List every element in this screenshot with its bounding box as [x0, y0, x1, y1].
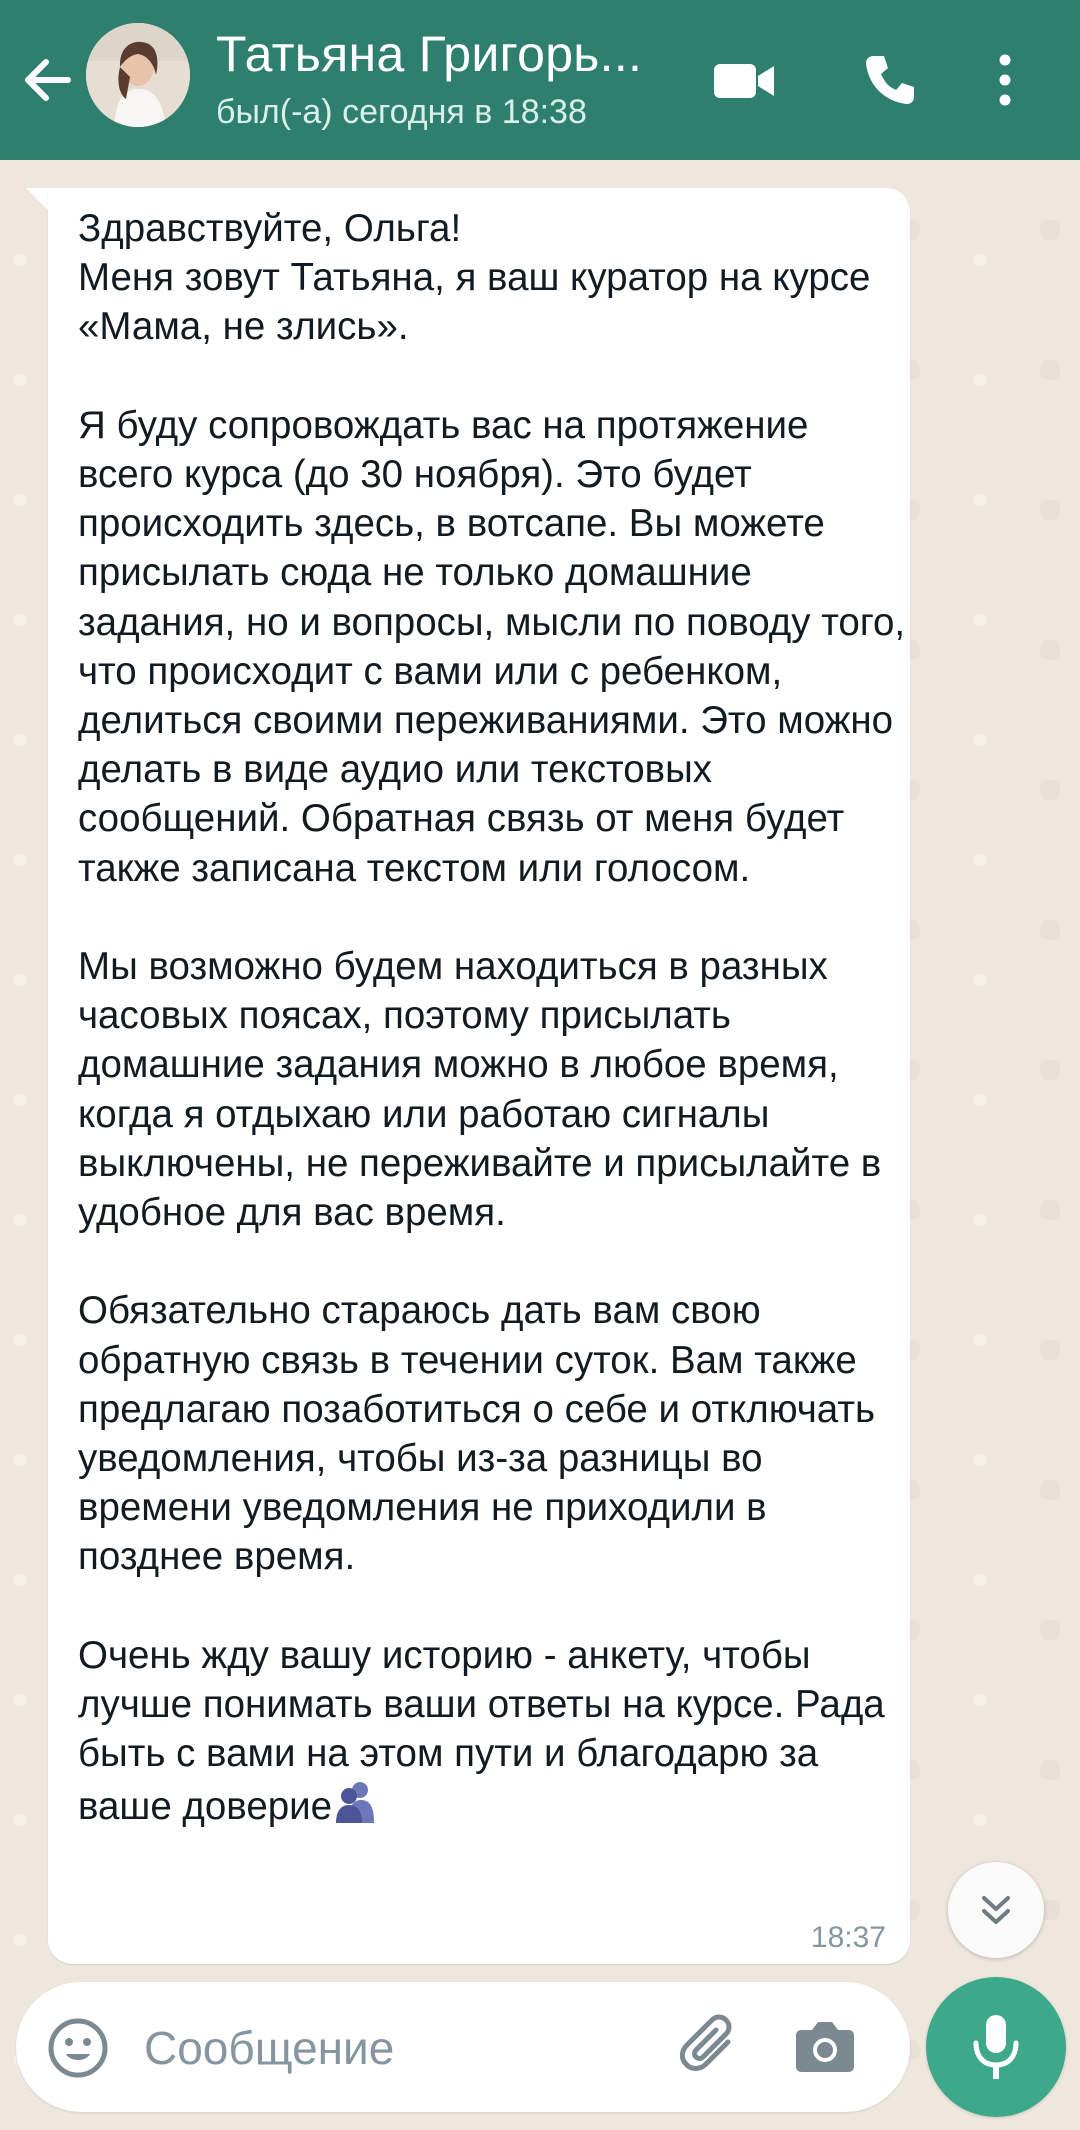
emoji-button[interactable] — [46, 2016, 110, 2080]
voice-message-button[interactable] — [926, 1977, 1066, 2117]
contact-status[interactable]: был(-а) сегодня в 18:38 — [216, 93, 587, 131]
bubble-tail — [26, 188, 48, 210]
video-camera-icon — [712, 50, 778, 110]
more-vertical-icon — [990, 50, 1020, 110]
message-text — [78, 204, 908, 1831]
message-input[interactable] — [144, 2012, 644, 2084]
attach-button[interactable] — [676, 2012, 746, 2082]
profile-photo — [86, 23, 190, 127]
avatar[interactable] — [86, 23, 190, 127]
incoming-message[interactable] — [48, 188, 910, 1964]
arrow-left-icon — [18, 50, 78, 110]
message-body: Здравствуйте, Ольга! Меня зовут Татьяна, я ваш куратор на курсе «Мама, не злись». Я буду сопровождать вас на протяжение всего курса (до 30 ноября). Это будет происходить здесь, в вотсапе. Вы можете присылать сюда не только домашние задания, но и вопросы, мысли по поводу того, что происходит с вами или с ребенком, делиться своими переживаниями. Это можно делать в виде аудио или текстовых сообщений. Обратная связь от меня будет также записана текстом или голосом. Мы возможно будем находиться в разных часовых поясах, поэтому присылать домашние задания можно в любое время, когда я отдыхаю или работаю сигналы выключены, не переживайте и присылайте в удобное для вас время. Обязательно стараюсь дать вам свою обратную связь в течении суток. Вам также предлагаю позаботиться о себе и отключать уведомления, чтобы из-за разницы во времени уведомления не приходили в позднее время. Очень жду вашу историю - анкету, чтобы лучше понимать ваши ответы на курсе. Рада быть с вами на этом пути и благодарю за ваше доверие — [78, 207, 906, 1828]
video-call-button[interactable] — [712, 50, 778, 110]
paperclip-icon — [676, 2012, 746, 2082]
microphone-icon — [966, 2011, 1026, 2083]
emoji-smile-icon — [46, 2016, 110, 2080]
more-options-button[interactable] — [990, 50, 1020, 110]
scroll-to-bottom-button[interactable] — [948, 1862, 1044, 1958]
contact-name[interactable]: Татьяна Григорь... — [216, 26, 643, 82]
camera-button[interactable] — [792, 2016, 858, 2076]
voice-call-button[interactable] — [860, 50, 920, 110]
camera-icon — [792, 2016, 858, 2076]
phone-icon — [860, 50, 920, 110]
message-time: 18:37 — [810, 1921, 886, 1954]
back-button[interactable] — [18, 50, 78, 110]
double-chevron-down-icon — [976, 1890, 1016, 1930]
message-composer — [16, 1982, 910, 2112]
chat-header — [0, 0, 1080, 160]
people-hugging-icon — [332, 1779, 378, 1825]
